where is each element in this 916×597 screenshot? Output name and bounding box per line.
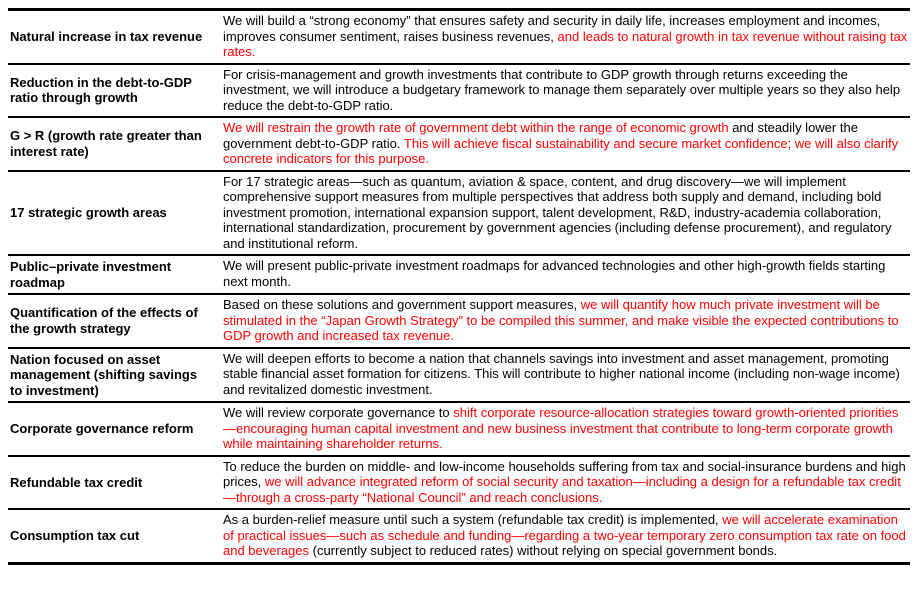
text-segment: To reduce the burden on middle- and low-income households suffering from tax and social-insurance burdens and high prices,	[223, 458, 906, 489]
highlight-segment: we will quantify how much private investment will be stimulated in the “Japan Growth Strategy” to be compiled this summer, and make visible the expected contributions to GDP growth and increased tax revenue.	[223, 297, 899, 343]
row-description	[216, 255, 910, 294]
row-description	[216, 294, 910, 348]
highlight-segment: We will restrain the growth rate of government debt within the range of economic growth	[223, 120, 733, 135]
row-label: Nation focused on asset management (shifting savings to investment)	[10, 351, 198, 398]
text-segment: (currently subject to reduced rates) without relying on special government bonds.	[312, 543, 778, 558]
highlight-segment: shift corporate resource-allocation strategies toward growth-oriented priorities—encouraging human capital investment and new business investment that contribute to long-term corporate growth while maintaining shareholder returns.	[223, 405, 899, 451]
highlight-segment: and leads to natural growth in tax revenue without raising tax rates.	[223, 28, 908, 59]
policy-table	[8, 8, 910, 565]
row-description	[216, 348, 910, 403]
row-label: 17 strategic growth areas	[10, 205, 167, 220]
text-segment: Based on these solutions and government support measures,	[223, 297, 581, 312]
table-row	[8, 171, 910, 256]
text-segment: We will present public-private investment roadmaps for advanced technologies and other high-growth fields starting next month.	[223, 258, 886, 289]
row-description	[216, 10, 910, 64]
row-label: G > R (growth rate greater than interest rate)	[10, 128, 202, 159]
table-row	[8, 402, 910, 456]
text-segment: For crisis-management and growth investments that contribute to GDP growth through returns exceeding the investment, we will introduce a budgetary framework to manage them separately over multiple years so they also help reduce the debt-to-GDP ratio.	[223, 66, 901, 113]
highlight-segment: we will accelerate examination of practical issues—such as schedule and funding—regarding a two-year temporary zero consumption tax rate on food and beverages	[223, 512, 906, 558]
text-segment: We will build a “strong economy” that ensures safety and security in daily life, increases employment and incomes, improves consumer sentiment, raises business revenues,	[223, 13, 881, 44]
table-row	[8, 10, 910, 64]
row-label: Quantification of the effects of the growth strategy	[10, 305, 198, 336]
text-segment: and steadily lower the government debt-to-GDP ratio.	[223, 120, 858, 151]
table-row	[8, 294, 910, 348]
row-label: Consumption tax cut	[10, 528, 140, 543]
highlight-segment: we will advance integrated reform of social security and taxation—including a design for a refundable tax credit—through a cross-party “National Council” and reach conclusions.	[223, 474, 901, 505]
row-label: Natural increase in tax revenue	[10, 29, 203, 44]
row-description	[216, 117, 910, 171]
table-row	[8, 64, 910, 118]
table-row	[8, 255, 910, 294]
row-description	[216, 64, 910, 118]
row-label: Refundable tax credit	[10, 474, 143, 490]
table-row	[8, 509, 910, 563]
row-description	[216, 171, 910, 256]
policy-table-body	[8, 10, 910, 564]
text-segment: We will deepen efforts to become a nation that channels savings into investment and asset management, promoting stable financial asset formation for citizens. This will contribute to higher national income (including non-wage income) and revitalized domestic investment.	[223, 350, 900, 397]
row-label: Reduction in the debt-to-GDP ratio through growth	[10, 74, 192, 106]
document-page	[8, 8, 910, 565]
table-row	[8, 117, 910, 171]
table-row	[8, 456, 910, 510]
table-row	[8, 348, 910, 403]
row-description	[216, 456, 910, 510]
row-description	[216, 402, 910, 456]
text-segment: For 17 strategic areas—such as quantum, aviation & space, content, and drug discovery—we will implement comprehensive support measures from multiple perspectives that address both supply and demand, including bold investment promotion, international expansion support, talent development, R&D, industry-academia collaboration, international standardization, procurement by government agencies (including defense procurement), and regulatory and institutional reform.	[223, 173, 892, 251]
text-segment: We will review corporate governance to	[223, 405, 454, 420]
row-label: Corporate governance reform	[10, 421, 194, 436]
highlight-segment: This will achieve fiscal sustainability and secure market confidence; we will also clarify concrete indicators for this purpose.	[223, 135, 899, 166]
text-segment: As a burden-relief measure until such a system (refundable tax credit) is implemented,	[223, 512, 723, 527]
row-description	[216, 509, 910, 563]
row-label: Public–private investment roadmap	[10, 259, 172, 290]
